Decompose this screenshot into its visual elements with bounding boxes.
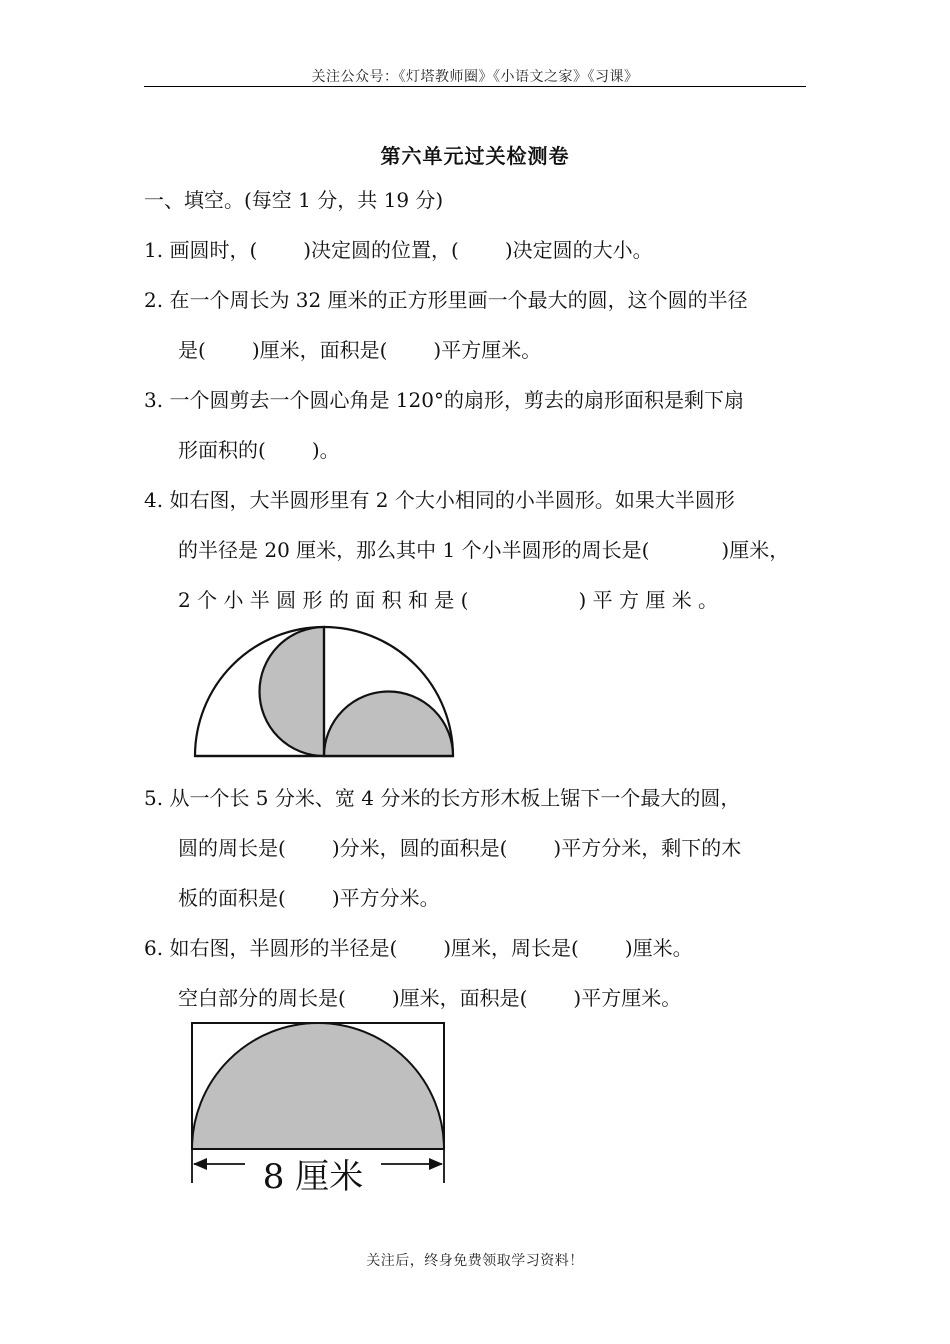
q6-text-d: 空白部分的周长是( — [178, 986, 346, 1010]
q6-text-b: )厘米，周长是( — [443, 936, 579, 960]
q2-text-b: )厘米，面积是( — [251, 338, 388, 362]
q1-text-c: )决定圆的大小。 — [504, 238, 653, 262]
page-footer: 关注后，终身免费领取学习资料！ — [366, 1253, 584, 1269]
question-3-line-2 — [178, 438, 340, 462]
figure-semicircles — [190, 620, 465, 765]
question-6-line-2 — [178, 986, 681, 1010]
question-4-line-3 — [178, 588, 718, 612]
q4-text-b: )厘米， — [721, 538, 790, 562]
q6-text-f: )平方厘米。 — [573, 986, 682, 1010]
dimension-label: 8 厘米 — [262, 1157, 364, 1197]
question-4-line-1: 4. 如右图，大半圆形里有 2 个大小相同的小半圆形。如果大半圆形 — [144, 488, 735, 512]
q2-text-a: 是( — [178, 338, 206, 362]
q2-text-c: )平方厘米。 — [433, 338, 542, 362]
question-2-line-2 — [178, 338, 541, 362]
page-title: 第六单元过关检测卷 — [380, 144, 570, 168]
q6-text-e: )厘米，面积是( — [391, 986, 528, 1010]
question-5-line-3 — [178, 886, 440, 910]
figure-semicircle-in-rectangle — [185, 1018, 455, 1198]
question-2-line-1: 2. 在一个周长为 32 厘米的正方形里画一个最大的圆，这个圆的半径 — [144, 288, 748, 312]
arrow-right-icon — [429, 1158, 443, 1170]
q5-text-e: )平方分米。 — [331, 886, 440, 910]
question-4-line-2 — [178, 538, 789, 562]
q4-text-d: ) 平 方 厘 米 。 — [578, 588, 719, 612]
q6-text-c: )厘米。 — [624, 936, 693, 960]
q6-text-a: 6. 如右图，半圆形的半径是( — [144, 936, 398, 960]
page-header: 关注公众号：《灯塔教师圈》《小语文之家》《习课》 — [311, 69, 639, 85]
q5-text-a: 圆的周长是( — [178, 836, 286, 860]
q4-text-a: 的半径是 20 厘米，那么其中 1 个小半圆形的周长是( — [178, 538, 650, 562]
q5-text-b: )分米，圆的面积是( — [331, 836, 508, 860]
question-6-line-1 — [144, 936, 693, 960]
q3-text-b: )。 — [311, 438, 340, 462]
arrow-left-icon — [193, 1158, 207, 1170]
question-1 — [144, 238, 653, 262]
q3-text-a: 形面积的( — [178, 438, 266, 462]
section-heading: 一、填空。(每空 1 分，共 19 分) — [144, 188, 444, 212]
q1-text-b: )决定圆的位置，( — [303, 238, 459, 262]
question-5-line-2 — [178, 836, 741, 860]
question-3-line-1: 3. 一个圆剪去一个圆心角是 120°的扇形，剪去的扇形面积是剩下扇 — [144, 388, 744, 412]
q4-text-c: 2 个 小 半 圆 形 的 面 积 和 是 ( — [178, 588, 469, 612]
q5-text-c: )平方分米，剩下的木 — [553, 836, 742, 860]
question-5-line-1: 5. 从一个长 5 分米、宽 4 分米的长方形木板上锯下一个最大的圆， — [144, 786, 741, 810]
header-rule — [144, 86, 806, 87]
q1-text-a: 1. 画圆时，( — [144, 238, 258, 262]
q5-text-d: 板的面积是( — [178, 886, 286, 910]
